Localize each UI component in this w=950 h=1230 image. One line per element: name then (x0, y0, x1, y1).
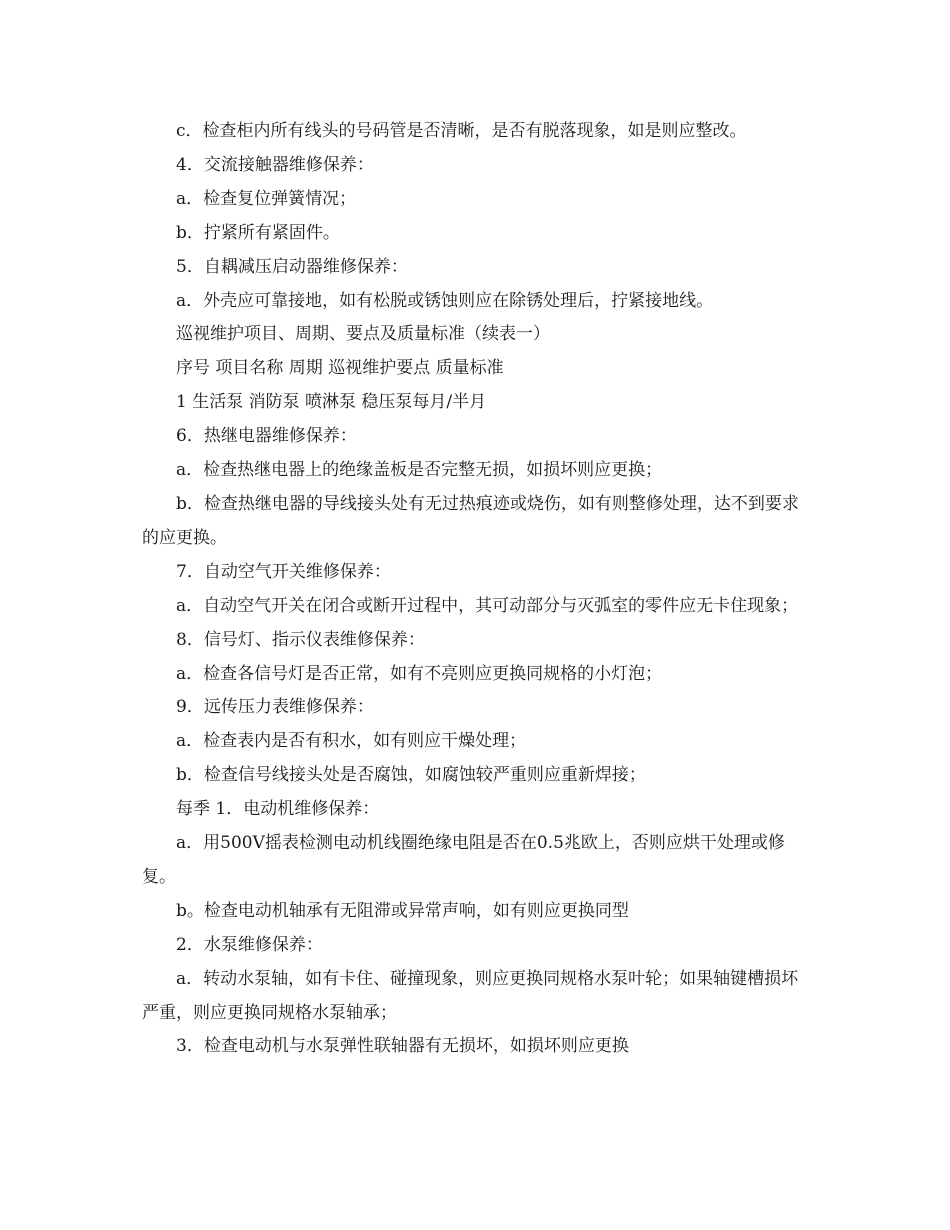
document-body (142, 115, 812, 1064)
paragraph-coupling-check: 3．检查电动机与水泵弹性联轴器有无损坏，如损坏则应更换 (176, 1036, 629, 1057)
paragraph-insulation-cover: a．检查热继电器上的绝缘盖板是否完整无损，如损坏则应更换； (176, 460, 663, 481)
paragraph-gauge-water: a．检查表内是否有积水，如有则应干燥处理； (176, 731, 527, 752)
paragraph-arc-chamber: a．自动空气开关在闭合或断开过程中，其可动部分与灭弧室的零件应无卡住现象； (176, 595, 799, 616)
heading-remote-pressure-gauge: 9．远传压力表维修保养： (176, 697, 374, 718)
paragraph-reset-spring: a．检查复位弹簧情况； (176, 188, 357, 209)
table-row-pumps: 1 生活泵 消防泵 喷淋泵 稳压泵每月/半月 (176, 392, 487, 413)
table-header-row: 序号 项目名称 周期 巡视维护要点 质量标准 (176, 358, 504, 379)
table-caption-inspection-standards: 巡视维护项目、周期、要点及质量标准（续表一） (176, 324, 550, 345)
heading-ac-contactor: 4．交流接触器维修保养： (176, 154, 374, 175)
paragraph-motor-insulation: a．用500V摇表检测电动机线圈绝缘电阻是否在0.5兆欧上，否则应烘干处理或修复。 (142, 833, 785, 887)
heading-thermal-relay: 6．热继电器维修保养： (176, 426, 357, 447)
paragraph-signal-lights: a．检查各信号灯是否正常，如有不亮则应更换同规格的小灯泡； (176, 663, 663, 684)
heading-air-switch: 7．自动空气开关维修保养： (176, 561, 391, 582)
heading-quarterly-motor: 每季 1．电动机维修保养： (176, 799, 380, 820)
paragraph-casing-grounding: a．外壳应可靠接地，如有松脱或锈蚀则应在除锈处理后，拧紧接地线。 (176, 290, 714, 311)
paragraph-check-cabinet-labels: c．检查柜内所有线头的号码管是否清晰，是否有脱落现象，如是则应整改。 (176, 121, 747, 141)
paragraph-signal-wire-corrosion: b．检查信号线接头处是否腐蚀，如腐蚀较严重则应重新焊接； (176, 765, 646, 786)
paragraph-wire-terminal-overheat: b．检查热继电器的导线接头处有无过热痕迹或烧伤，如有则整修处理，达不到要求的应更换。 (142, 493, 799, 548)
paragraph-motor-bearing: b。检查电动机轴承有无阻滞或异常声响，如有则应更换同型 (176, 900, 629, 921)
heading-autotransformer-starter: 5．自耦减压启动器维修保养： (176, 256, 408, 277)
heading-pump-maintenance: 2．水泵维修保养： (176, 934, 323, 955)
paragraph-tighten-fasteners: b．拧紧所有紧固件。 (176, 222, 340, 243)
paragraph-pump-shaft: a．转动水泵轴，如有卡住、碰撞现象，则应更换同规格水泵叶轮；如果轴键槽损坏严重，则应更换同规格水泵轴承； (142, 968, 799, 1023)
heading-signal-lights-meters: 8．信号灯、指示仪表维修保养： (176, 629, 425, 650)
